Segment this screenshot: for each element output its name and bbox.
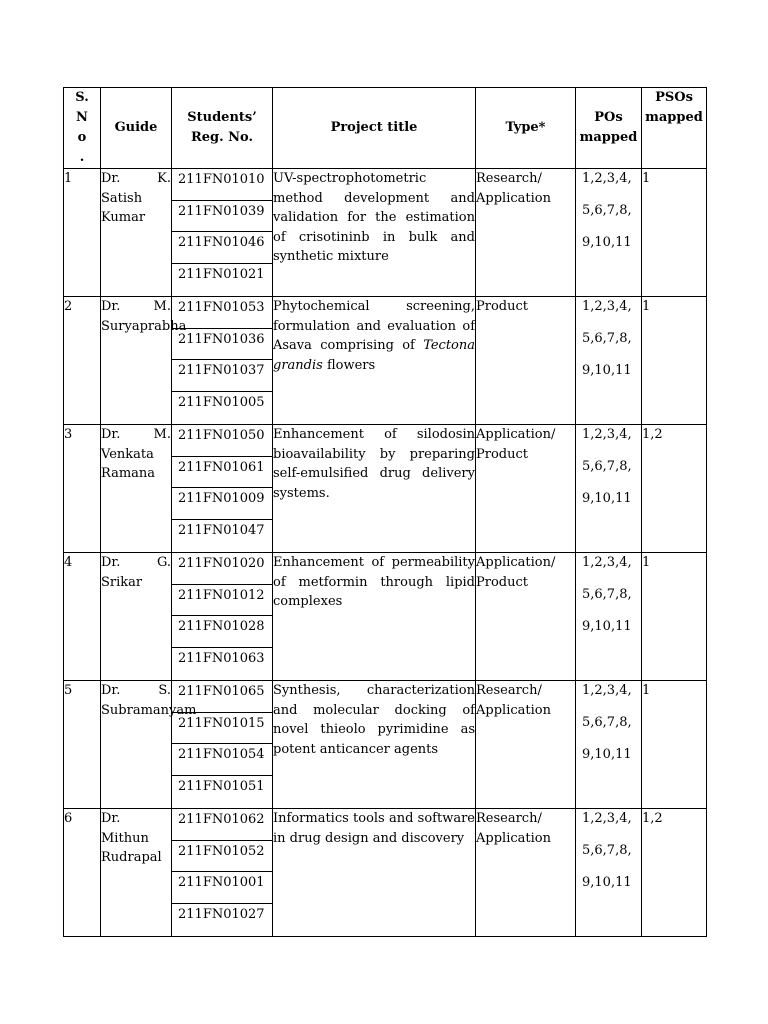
row-guide-cell: Dr. K. Satish Kumar <box>101 169 172 297</box>
row-type-cell: Research/ Application <box>476 809 576 937</box>
po-line: 9,10,11 <box>582 363 632 378</box>
po-line: 5,6,7,8, <box>582 715 632 730</box>
row-sno-cell: 2 <box>64 297 101 425</box>
reg-number: 211FN01053 <box>172 297 272 329</box>
row-pos-cell <box>576 553 642 681</box>
header-sno <box>64 88 101 169</box>
header-type: Type* <box>476 88 576 169</box>
projects-table <box>63 87 707 937</box>
po-line: 5,6,7,8, <box>582 459 632 474</box>
reg-number: 211FN01061 <box>172 457 272 489</box>
row-sno-cell: 4 <box>64 553 101 681</box>
row-sno-cell: 1 <box>64 169 101 297</box>
row-psos-cell: 1 <box>642 297 707 425</box>
row-guide-cell: Dr. Mithun Rudrapal <box>101 809 172 937</box>
reg-number: 211FN01046 <box>172 232 272 264</box>
reg-number: 211FN01051 <box>178 778 265 794</box>
reg-number: 211FN01005 <box>178 394 265 410</box>
table-body <box>64 169 707 937</box>
row-reg-cell <box>172 297 273 425</box>
row-reg-cell <box>172 681 273 809</box>
row-title-cell: Synthesis, characterization and molecular docking of novel thieolo pyrimidine as potent anticancer agents <box>273 681 476 809</box>
row-type-cell: Application/ Product <box>476 425 576 553</box>
table-row <box>64 681 707 809</box>
reg-number: 211FN01027 <box>178 906 265 922</box>
reg-number: 211FN01012 <box>172 585 272 617</box>
row-reg-cell <box>172 425 273 553</box>
row-type-cell: Research/ Application <box>476 169 576 297</box>
po-line: 9,10,11 <box>582 619 632 634</box>
row-type-cell: Product <box>476 297 576 425</box>
row-sno-cell: 6 <box>64 809 101 937</box>
po-line: 1,2,3,4, <box>582 299 632 314</box>
row-pos-cell <box>576 425 642 553</box>
po-line: 1,2,3,4, <box>582 427 632 442</box>
table-row <box>64 809 707 937</box>
reg-number: 211FN01036 <box>172 329 272 361</box>
title-italic-part: Tectona grandis <box>273 338 475 373</box>
table-row <box>64 297 707 425</box>
row-pos-cell <box>576 169 642 297</box>
row-psos-cell: 1,2 <box>642 425 707 553</box>
reg-number: 211FN01063 <box>178 650 265 666</box>
table-row <box>64 425 707 553</box>
title-part: Phytochemical screening, formulation and evaluation of Asava comprising of <box>273 299 475 353</box>
po-line: 1,2,3,4, <box>582 811 632 826</box>
header-psos: PSOs mapped <box>642 88 707 169</box>
row-psos-cell: 1 <box>642 681 707 809</box>
reg-number: 211FN01009 <box>172 488 272 520</box>
row-reg-cell <box>172 553 273 681</box>
row-guide-cell: Dr. M. Venkata Ramana <box>101 425 172 553</box>
row-guide-cell: Dr. G. Srikar <box>101 553 172 681</box>
reg-number: 211FN01028 <box>172 616 272 648</box>
row-title-cell: Enhancement of permeability of metformin through lipid complexes <box>273 553 476 681</box>
po-line: 5,6,7,8, <box>582 331 632 346</box>
reg-number: 211FN01001 <box>172 872 272 904</box>
po-line: 5,6,7,8, <box>582 843 632 858</box>
row-pos-cell <box>576 297 642 425</box>
table-row <box>64 169 707 297</box>
reg-number: 211FN01020 <box>172 553 272 585</box>
row-title-cell: Informatics tools and software in drug design and discovery <box>273 809 476 937</box>
row-guide-cell: Dr. M. Suryaprabha <box>101 297 172 425</box>
header-title: Project title <box>273 88 476 169</box>
po-line: 1,2,3,4, <box>582 683 632 698</box>
reg-number: 211FN01015 <box>172 713 272 745</box>
reg-number: 211FN01039 <box>172 201 272 233</box>
row-guide-cell: Dr. S. Subramanyam <box>101 681 172 809</box>
reg-number: 211FN01047 <box>178 522 265 538</box>
header-row <box>64 88 707 169</box>
po-line: 9,10,11 <box>582 491 632 506</box>
row-psos-cell: 1 <box>642 553 707 681</box>
po-line: 5,6,7,8, <box>582 587 632 602</box>
reg-number: 211FN01037 <box>172 360 272 392</box>
po-line: 1,2,3,4, <box>582 555 632 570</box>
row-title-cell <box>273 297 476 425</box>
reg-number: 211FN01052 <box>172 841 272 873</box>
row-psos-cell: 1,2 <box>642 809 707 937</box>
row-type-cell: Research/ Application <box>476 681 576 809</box>
row-title-cell: UV-spectrophotometric method development and validation for the estimation of crisotininb in bulk and synthetic mixture <box>273 169 476 297</box>
row-type-cell: Application/ Product <box>476 553 576 681</box>
po-line: 1,2,3,4, <box>582 171 632 186</box>
po-line: 9,10,11 <box>582 747 632 762</box>
po-line: 9,10,11 <box>582 235 632 250</box>
row-sno-cell: 5 <box>64 681 101 809</box>
header-reg: Students’ Reg. No. <box>172 88 273 169</box>
reg-number: 211FN01010 <box>172 169 272 201</box>
po-line: 5,6,7,8, <box>582 203 632 218</box>
row-title-cell: Enhancement of silodosin bioavailability by preparing self-emulsified drug delivery systems. <box>273 425 476 553</box>
row-reg-cell <box>172 169 273 297</box>
row-psos-cell: 1 <box>642 169 707 297</box>
row-pos-cell <box>576 809 642 937</box>
title-part: flowers <box>322 357 376 373</box>
reg-number: 211FN01062 <box>172 809 272 841</box>
reg-number: 211FN01050 <box>172 425 272 457</box>
reg-number: 211FN01065 <box>172 681 272 713</box>
header-sno-text: S. No . <box>75 90 89 165</box>
header-pos: POs mapped <box>576 88 642 169</box>
reg-number: 211FN01054 <box>172 744 272 776</box>
row-reg-cell <box>172 809 273 937</box>
row-pos-cell <box>576 681 642 809</box>
reg-number: 211FN01021 <box>178 266 265 282</box>
header-guide: Guide <box>101 88 172 169</box>
po-line: 9,10,11 <box>582 875 632 890</box>
table-row <box>64 553 707 681</box>
row-sno-cell: 3 <box>64 425 101 553</box>
